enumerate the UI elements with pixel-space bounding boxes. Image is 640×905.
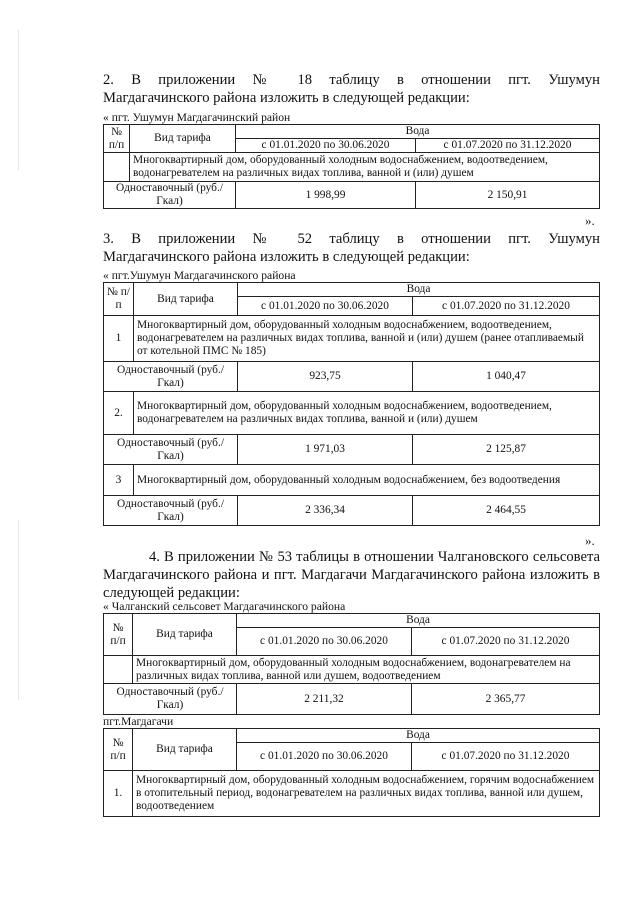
period-1-header: с 01.01.2020 по 30.06.2020 [237, 743, 412, 771]
paragraph-line: Магдагачинского района и пгт. Магдагачи Магдагачинского района изложить в [103, 567, 600, 583]
period-1-header: с 01.01.2020 по 30.06.2020 [236, 139, 416, 153]
rate-value: 1 998,99 [236, 182, 416, 209]
rate-label: Одноставочный (руб./Гкал) [104, 182, 236, 209]
paragraph-line: следующей редакции: [103, 585, 240, 601]
col-water-header: Вода [238, 283, 600, 297]
period-1-header: с 01.01.2020 по 30.06.2020 [238, 297, 413, 316]
tariff-table-53-magdagachi [103, 728, 600, 817]
table-caption: « пгт.Ушумун Магдагачинского района [103, 269, 296, 282]
rate-value: 1 040,47 [413, 362, 600, 392]
col-tariff-header: Вид тарифа [133, 729, 237, 771]
rate-label: Одноставочный (руб./Гкал) [104, 496, 238, 526]
row-number [104, 153, 130, 182]
paragraph-line: Магдагачинского района изложить в следующей редакции: [103, 249, 470, 265]
col-number-header: № п/п [104, 729, 133, 771]
row-number: 1. [104, 771, 133, 817]
rate-value: 1 971,03 [238, 435, 413, 465]
col-tariff-header: Вид тарифа [133, 614, 237, 656]
rate-label: Одноставочный (руб./Гкал) [104, 362, 238, 392]
period-2-header: с 01.07.2020 по 31.12.2020 [413, 297, 600, 316]
rate-value: 923,75 [238, 362, 413, 392]
row-description: Многоквартирный дом, оборудованный холодным водоснабжением, водоотведением, водонагревателем на различных видах топлива, ванной и (или) душем [130, 153, 600, 182]
row-description: Многоквартирный дом, оборудованный холодным водоснабжением, горячим водоснабжением в отопительный период, водонагревателем на различных видах топлива, ванной или душем, водоотведением [133, 771, 600, 817]
row-number: 3 [104, 465, 134, 496]
rate-value: 2 365,77 [412, 684, 600, 715]
row-description: Многоквартирный дом, оборудованный холодным водоснабжением, водонагревателем на различных видах топлива, ванной или душем, водоотведением [133, 656, 600, 684]
tariff-table-52 [103, 282, 600, 526]
period-1-header: с 01.01.2020 по 30.06.2020 [237, 628, 412, 656]
col-number-header: № п/п [104, 614, 133, 656]
row-number: 2. [104, 392, 134, 435]
row-description: Многоквартирный дом, оборудованный холодным водоснабжением, водоотведением, водонагревателем на различных видах топлива, ванной и (или) душем [134, 392, 600, 435]
paragraph-2 [103, 71, 600, 107]
tariff-table-53-chalganovsky [103, 613, 600, 715]
closing-quote: ». [585, 533, 595, 548]
col-water-header: Вода [237, 729, 600, 743]
rate-value: 2 464,55 [413, 496, 600, 526]
paragraph-line: 4. В приложении № 53 таблицы в отношении Чалгановского сельсовета [149, 549, 600, 565]
period-2-header: с 01.07.2020 по 31.12.2020 [412, 628, 600, 656]
paragraph-4 [103, 548, 600, 602]
table-caption: « Чалганский сельсовет Магдагачинского района [103, 600, 346, 613]
paragraph-line: Магдагачинского района изложить в следующей редакции: [103, 90, 470, 106]
rate-label: Одноставочный (руб./Гкал) [104, 435, 238, 465]
col-water-header: Вода [236, 125, 600, 139]
period-2-header: с 01.07.2020 по 31.12.2020 [416, 139, 600, 153]
rate-value: 2 211,32 [237, 684, 412, 715]
paragraph-line: 3. В приложении № 52 таблицу в отношении пгт. Ушумун [103, 231, 600, 247]
col-tariff-header: Вид тарифа [130, 125, 236, 153]
col-number-header: № п/п [104, 125, 130, 153]
table-caption: « пгт. Ушумун Магдагачинский район [103, 111, 291, 124]
rate-label: Одноставочный (руб./Гкал) [104, 684, 237, 715]
col-tariff-header: Вид тарифа [134, 283, 238, 316]
col-number-header: № п/п [104, 283, 134, 316]
paragraph-line: 2. В приложении № 18 таблицу в отношении пгт. Ушумун [103, 72, 600, 88]
rate-value: 2 150,91 [416, 182, 600, 209]
row-number [104, 656, 133, 684]
rate-value: 2 125,87 [413, 435, 600, 465]
rate-value: 2 336,34 [238, 496, 413, 526]
period-2-header: с 01.07.2020 по 31.12.2020 [412, 743, 600, 771]
scan-margin-mark [18, 520, 19, 700]
row-description: Многоквартирный дом, оборудованный холодным водоснабжением, водоотведением, водонагревателем на различных видах топлива, ванной и (или) душем (ранее отапливаемый от котельной ПМС № 185) [134, 316, 600, 362]
col-water-header: Вода [237, 614, 600, 628]
closing-quote: ». [585, 213, 595, 228]
tariff-table-18 [103, 124, 600, 209]
row-description: Многоквартирный дом, оборудованный холодным водоснабжением, без водоотведения [134, 465, 600, 496]
scan-margin-mark [18, 30, 19, 170]
table-caption: пгт.Магдагачи [103, 715, 174, 728]
row-number: 1 [104, 316, 134, 362]
paragraph-3 [103, 230, 600, 266]
